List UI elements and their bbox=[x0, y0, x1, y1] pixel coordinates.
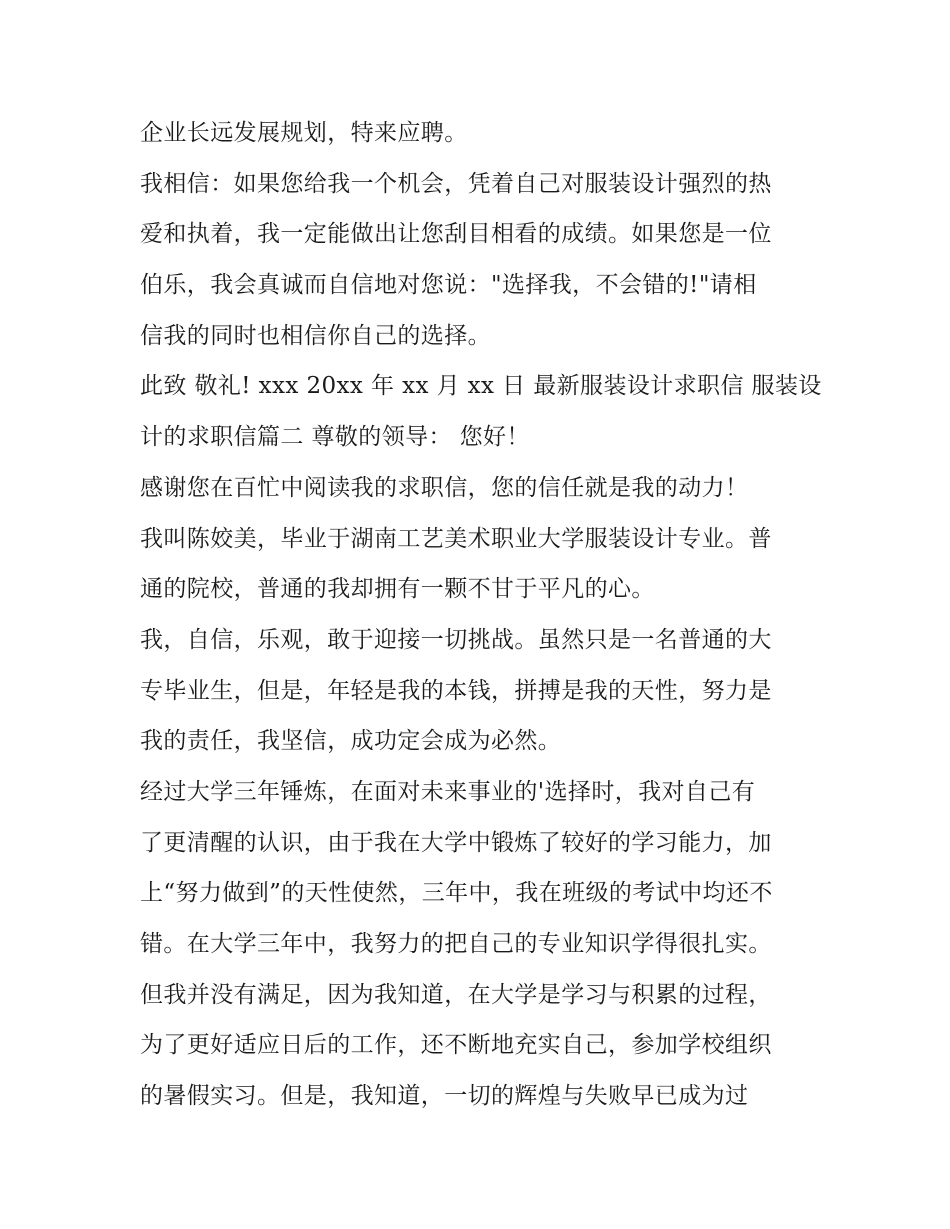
text-line: 经过大学三年锤炼，在面对未来事业的'选择时，我对自己有 bbox=[140, 778, 756, 805]
text-line: 信我的同时也相信你自己的选择。 bbox=[140, 322, 491, 349]
text-line: 伯乐，我会真诚而自信地对您说："选择我，不会错的!"请相 bbox=[140, 272, 757, 299]
text-line: 企业长远发展规划，特来应聘。 bbox=[140, 120, 468, 146]
text-line: 我相信：如果您给我一个机会，凭着自己对服装设计强烈的热 bbox=[140, 170, 772, 197]
text-line: 此致 敬礼! xxx 20xx 年 xx 月 xx 日 最新服装设计求职信 服装设 bbox=[140, 373, 822, 400]
text-line: 上“努力做到”的天性使然，三年中，我在班级的考试中均还不 bbox=[140, 880, 773, 907]
text-line: 我叫陈姣美，毕业于湖南工艺美术职业大学服装设计专业。普 bbox=[140, 525, 772, 552]
text-line: 爱和执着，我一定能做出让您刮目相看的成绩。如果您是一位 bbox=[140, 221, 772, 248]
text-line: 的暑假实习。但是，我知道，一切的辉煌与失败早已成为过 bbox=[140, 1083, 749, 1110]
text-line: 专毕业生，但是，年轻是我的本钱，拼搏是我的天性，努力是 bbox=[140, 677, 772, 704]
text-line: 通的院校，普通的我却拥有一颗不甘于平凡的心。 bbox=[140, 576, 655, 603]
text-line: 我，自信，乐观，敢于迎接一切挑战。虽然只是一名普通的大 bbox=[140, 626, 772, 653]
document-body bbox=[140, 108, 822, 1122]
text-line: 了更清醒的认识，由于我在大学中锻炼了较好的学习能力，加 bbox=[140, 829, 772, 856]
text-line: 我的责任，我坚信，成功定会成为必然。 bbox=[140, 728, 562, 755]
text-line: 计的求职信篇二 尊敬的领导： 您好！ bbox=[140, 424, 530, 451]
text-line: 感谢您在百忙中阅读我的求职信，您的信任就是我的动力！ bbox=[140, 474, 749, 501]
text-line: 为了更好适应日后的工作，还不断地充实自己，参加学校组织 bbox=[140, 1032, 772, 1059]
text-line: 但我并没有满足，因为我知道，在大学是学习与积累的过程， bbox=[140, 981, 772, 1008]
text-line: 错。在大学三年中，我努力的把自己的专业知识学得很扎实。 bbox=[140, 931, 772, 957]
